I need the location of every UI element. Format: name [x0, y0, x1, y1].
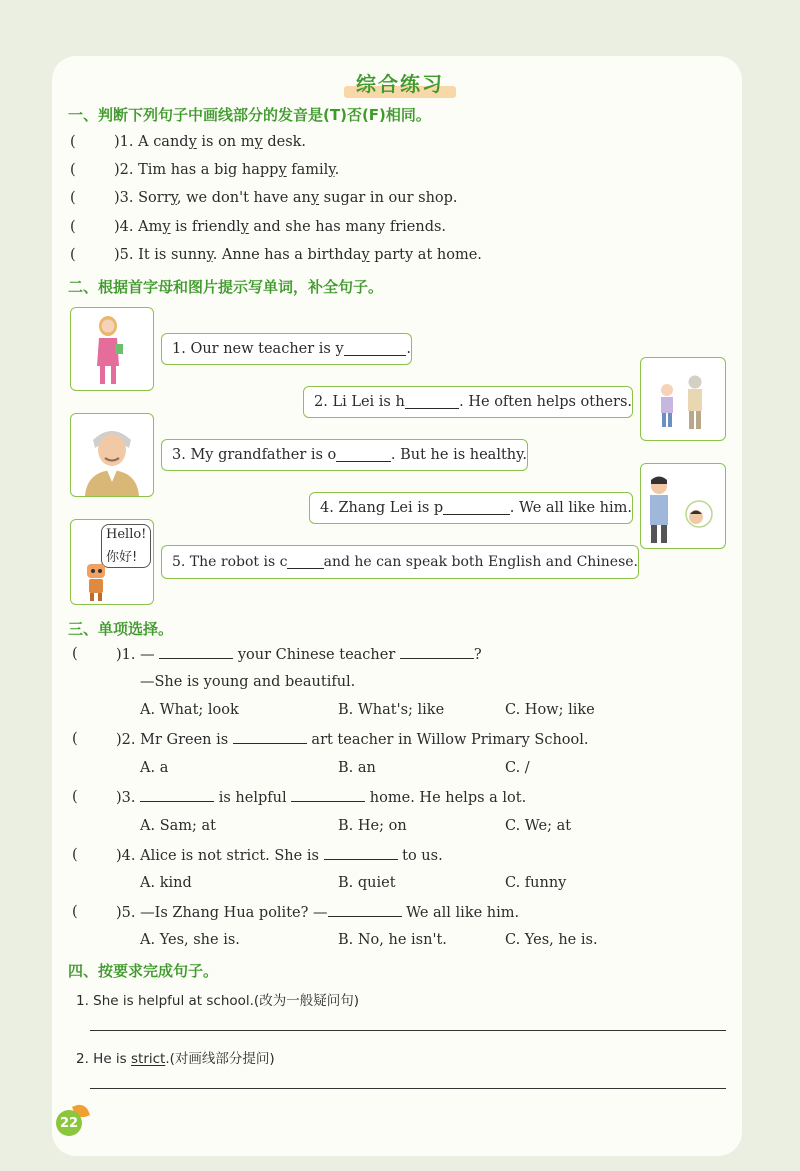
pronunciation-item: )3. Sorry, we don't have any sugar in our shop. — [114, 190, 458, 206]
answer-blank[interactable] — [287, 556, 323, 569]
sentence-bubble-2: 2. Li Lei is h . He often helps others. — [303, 386, 633, 418]
answer-blank[interactable] — [400, 646, 474, 659]
robot-speech-zh: 你好! — [106, 550, 138, 565]
choice-option[interactable]: B. What's; like — [338, 702, 445, 718]
answer-blank[interactable] — [233, 731, 307, 744]
teacher-picture — [70, 307, 154, 391]
grandfather-icon — [71, 414, 153, 496]
answer-line-2[interactable] — [90, 1088, 726, 1089]
answer-paren[interactable]: ( — [70, 162, 76, 178]
pronunciation-item: )1. A candy is on my desk. — [114, 134, 307, 150]
choice-option[interactable]: B. He; on — [338, 818, 407, 834]
page-number: 22 — [56, 1110, 82, 1136]
pronunciation-item: )2. Tim has a big happy family. — [114, 162, 340, 178]
rewrite-question-1: 1. She is helpful at school.(改为一般疑问句) — [76, 993, 359, 1009]
pronunciation-item: )5. It is sunny. Anne has a birthday party at home. — [114, 247, 482, 263]
section4-heading: 四、按要求完成句子。 — [68, 962, 219, 980]
choice-option[interactable]: A. kind — [140, 875, 192, 891]
helping-picture — [640, 357, 726, 441]
underlined-letter: y — [328, 162, 335, 178]
answer-paren[interactable]: ( — [72, 904, 78, 920]
answer-line-1[interactable] — [90, 1030, 726, 1031]
choice-option[interactable]: A. Sam; at — [140, 818, 216, 834]
section2-heading: 二、根据首字母和图片提示写单词，补全句子。 — [68, 278, 384, 296]
section3-heading: 三、单项选择。 — [68, 620, 174, 638]
pronunciation-item: )4. Amy is friendly and she has many friends. — [114, 219, 447, 235]
robot-icon — [81, 560, 111, 602]
choice-option[interactable]: C. Yes, he is. — [505, 932, 598, 948]
young-teacher-icon — [71, 308, 153, 390]
section1-heading: 一、判断下列句子中画线部分的发音是(T)否(F)相同。 — [68, 106, 431, 124]
answer-blank[interactable] — [140, 789, 214, 802]
choice-option[interactable]: A. a — [140, 760, 169, 776]
polite-boy-bowing-icon — [641, 464, 725, 548]
choice-option[interactable]: A. Yes, she is. — [140, 932, 240, 948]
choice-option[interactable]: C. How; like — [505, 702, 595, 718]
underlined-letter: y — [206, 247, 213, 263]
answer-paren[interactable]: ( — [72, 731, 78, 747]
choice-question: )2. Mr Green is art teacher in Willow Primary School. — [116, 732, 589, 748]
answer-blank[interactable] — [405, 396, 459, 409]
underlined-letter: y — [278, 162, 287, 178]
underlined-letter: y — [188, 134, 197, 150]
underlined-word: strict — [131, 1051, 166, 1067]
page-title: 综合练习 — [356, 72, 444, 96]
polite-picture — [640, 463, 726, 549]
answer-blank[interactable] — [344, 343, 407, 356]
answer-blank[interactable] — [336, 449, 391, 462]
underlined-letter: y — [170, 190, 177, 206]
underlined-letter: y — [254, 134, 263, 150]
sentence-bubble-1: 1. Our new teacher is y . — [161, 333, 412, 365]
choice-option[interactable]: B. No, he isn't. — [338, 932, 447, 948]
answer-paren[interactable]: ( — [70, 134, 76, 150]
answer-paren[interactable]: ( — [70, 219, 76, 235]
choice-option[interactable]: B. an — [338, 760, 376, 776]
robot-speech-en: Hello! — [106, 527, 147, 542]
answer-paren[interactable]: ( — [72, 646, 78, 662]
grandfather-picture — [70, 413, 154, 497]
choice-option[interactable]: B. quiet — [338, 875, 396, 891]
choice-question: )1. — your Chinese teacher ? — [116, 647, 482, 663]
choice-option[interactable]: A. What; look — [140, 702, 239, 718]
underlined-letter: y — [310, 190, 320, 206]
rewrite-question-2: 2. He is strict.(对画线部分提问) — [76, 1051, 275, 1067]
answer-paren[interactable]: ( — [70, 247, 76, 263]
choice-question: )4. Alice is not strict. She is to us. — [116, 848, 443, 864]
dialogue-reply: —She is young and beautiful. — [140, 674, 356, 690]
sentence-bubble-5: 5. The robot is c and he can speak both English and Chinese. — [161, 545, 639, 579]
answer-blank[interactable] — [324, 847, 398, 860]
answer-paren[interactable]: ( — [72, 847, 78, 863]
sentence-bubble-4: 4. Zhang Lei is p . We all like him. — [309, 492, 633, 524]
choice-option[interactable]: C. funny — [505, 875, 567, 891]
choice-option[interactable]: C. We; at — [505, 818, 572, 834]
answer-blank[interactable] — [159, 646, 233, 659]
underlined-letter: y — [240, 219, 249, 235]
choice-question: )5. —Is Zhang Hua polite? — We all like him. — [116, 905, 520, 921]
answer-paren[interactable]: ( — [70, 190, 76, 206]
answer-paren[interactable]: ( — [72, 789, 78, 805]
underlined-letter: y — [162, 219, 171, 235]
answer-blank[interactable] — [328, 904, 402, 917]
sentence-bubble-3: 3. My grandfather is o . But he is healthy. — [161, 439, 528, 471]
boy-helping-elder-icon — [641, 358, 725, 440]
choice-option[interactable]: C. / — [505, 760, 530, 776]
robot-picture — [70, 519, 154, 605]
choice-question: )3. is helpful home. He helps a lot. — [116, 790, 527, 806]
underlined-letter: y — [361, 247, 370, 263]
answer-blank[interactable] — [443, 502, 510, 515]
answer-blank[interactable] — [291, 789, 365, 802]
